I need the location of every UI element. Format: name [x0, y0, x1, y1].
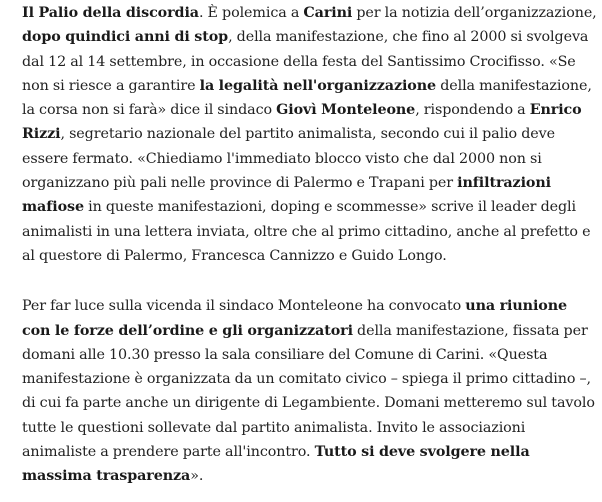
text-span: , della manifestazione, che fino al 2000 si svolgeva dal 12 al 14 settembre, in occasione della festa del Santissimo Crocifisso. «Se non si riesce a garantire [22, 29, 589, 94]
place-name-carini: Carini [303, 5, 353, 21]
emphasis-trasparenza: Tutto si deve svolgere nella massima trasparenza [22, 444, 530, 485]
text-span: in queste manifestazioni, doping e scommesse» scrive il leader degli animalisti in una lettera inviata, oltre che al primo cittadino, anche al prefetto e al questore di Palermo, Francesca Cannizzo e Guido Longo. [22, 199, 591, 264]
emphasis-stop: dopo quindici anni di stop [22, 29, 229, 46]
text-span: della manifestazione, fissata per domani alle 10.30 presso la sala consiliare del Comune di Carini. «Questa manifestazione è organizzata da un comitato civico – spiega il primo cittadino –, di cui fa parte anche un dirigente di Legambiente. Domani metteremo sul tavolo tutte le questioni sollevate dal partito animalista. Invito le associazioni animaliste a prendere parte all'incontro. [22, 322, 595, 461]
text-span: Per far luce sulla vicenda il sindaco Monteleone ha convocato [22, 298, 466, 315]
text-span: , rispondendo a [415, 102, 530, 119]
person-name-rizzi: Enrico Rizzi [22, 102, 582, 143]
paragraph-2 [22, 294, 597, 488]
emphasis-riunione: una riunione con le forze dell’ordine e gli organizzatori [22, 298, 568, 339]
paragraph-1 [22, 0, 597, 268]
text-span: per la notizia dell’organizzazione, [352, 5, 597, 21]
emphasis-infiltrazioni: infiltrazioni mafiose [22, 175, 551, 216]
emphasis-legalita: la legalità nell'organizzazione [199, 77, 437, 94]
text-span: . È polemica a [198, 5, 304, 21]
person-name-monteleone: Giovì Monteleone [276, 102, 416, 119]
text-span: della manifestazione, la corsa non si farà» dice il sindaco [22, 77, 592, 119]
text-span: ». [190, 468, 204, 485]
article-body [22, 0, 597, 489]
text-span: , segretario nazionale del partito animalista, secondo cui il palio deve essere fermato. «Chiediamo l'immediato blocco visto che dal 2000 non si organizzano più pali nelle province di Palermo e Trapani per [22, 126, 555, 192]
lead-title: Il Palio della discordia [22, 5, 199, 21]
